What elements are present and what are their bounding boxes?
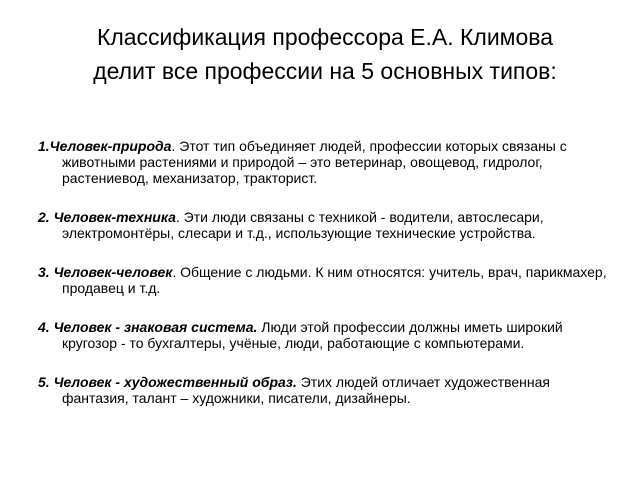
item-text: . Общение с людьми. К ним относятся: учитель, врач, парикмахер, продавец и т.д. <box>62 264 607 296</box>
item-text: . Этот тип объединяет людей, профессии которых связаны с животными растениями и природой – это ветеринар, овощевод, гидролог, растениевод, механизатор, тракторист. <box>62 138 567 186</box>
profession-types-list <box>38 138 608 429</box>
item-text: Этих людей отличает художественная фантазия, талант – художники, писатели, дизайнеры. <box>62 374 551 406</box>
item-heading: 2. Человек-техника <box>38 209 176 225</box>
list-item-nature <box>38 138 608 186</box>
item-text: Люди этой профессии должны иметь широкий кругозор - то бухгалтеры, учёные, люди, работающие с компьютерами. <box>62 319 563 351</box>
list-item-sign-system <box>38 319 608 351</box>
item-heading: 4. Человек - знаковая система. <box>38 319 258 335</box>
slide-title <box>40 20 610 88</box>
item-heading: 1.Человек-природа <box>38 138 172 154</box>
item-text: . Эти люди связаны с техникой - водители, автослесари, электромонтёры, слесари и т.д., использующие технические устройства. <box>62 209 544 241</box>
list-item-human <box>38 264 608 296</box>
list-item-artistic-image <box>38 374 608 406</box>
list-item-technics <box>38 209 608 241</box>
item-heading: 3. Человек-человек <box>38 264 173 280</box>
title-line-1: Классификация профессора Е.А. Климова <box>96 24 554 50</box>
item-heading: 5. Человек - художественный образ. <box>38 374 297 390</box>
title-line-2: делит все профессии на 5 основных типов: <box>93 58 557 84</box>
